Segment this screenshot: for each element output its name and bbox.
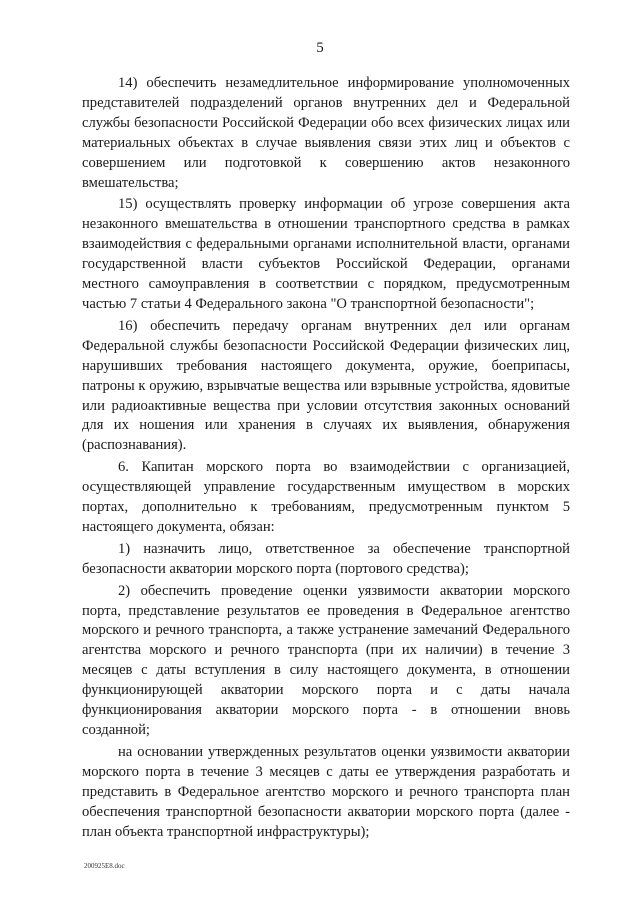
page-number: 5	[316, 40, 324, 56]
paragraph-item-2-continued: на основании утвержденных результатов оценки уязвимости акватории морского порта в течение 3 месяцев с даты ее утверждения разработать и представить в Федеральное агентство морского и речного транспорта план обеспечения транспортной безопасности акватории морского порта (далее - план объекта транспортной инфраструктуры);	[82, 743, 570, 840]
paragraph-item-14: 14) обеспечить незамедлительное информирование уполномоченных представителей подразделений органов внутренних дел и Федеральной службы безопасности Российской Федерации обо всех физических лицах или материальных объектах в случае выявления связи этих лиц и объектов с совершением или подготовкой к совершению актов незаконного вмешательства;	[82, 75, 570, 191]
paragraph-item-15: 15) осуществлять проверку информации об угрозе совершения акта незаконного вмешательства в отношении транспортного средства в рамках взаимодействия с федеральными органами исполнительной власти, органами государственной власти субъектов Российской Федерации, органами местного самоуправления в соответствии с порядком, предусмотренным частью 7 статьи 4 Федерального закона "О транспортной безопасности";	[82, 196, 570, 312]
document-filename: 200925E8.doc	[84, 862, 125, 870]
document-body	[82, 74, 570, 844]
paragraph-section-6: 6. Капитан морского порта во взаимодействии с организацией, осуществляющей управление государственным имуществом в морских портах, дополнительно к требованиям, предусмотренным пунктом 5 настоящего документа, обязан:	[82, 459, 570, 535]
paragraph-item-16: 16) обеспечить передачу органам внутренних дел или органам Федеральной службы безопасности Российской Федерации физических лиц, нарушивших требования настоящего документа, оружие, боеприпасы, патроны к оружию, взрывчатые вещества или взрывные устройства, ядовитые или радиоактивные вещества при условии отсутствия законных оснований для их ношения или хранения в случаях их выявления, обнаружения (распознавания).	[82, 317, 570, 454]
paragraph-item-2: 2) обеспечить проведение оценки уязвимости акватории морского порта, представление результатов ее проведения в Федеральное агентство морского и речного транспорта, а также устранение замечаний Федерального агентства морского и речного транспорта (при их наличии) в течение 3 месяцев с даты вступления в силу настоящего документа, в отношении функционирующей акватории морского порта и с даты начала функционирования акватории морского порта - в отношении вновь созданной;	[82, 582, 570, 738]
paragraph-item-1: 1) назначить лицо, ответственное за обеспечение транспортной безопасности акватории морского порта (портового средства);	[82, 540, 570, 577]
